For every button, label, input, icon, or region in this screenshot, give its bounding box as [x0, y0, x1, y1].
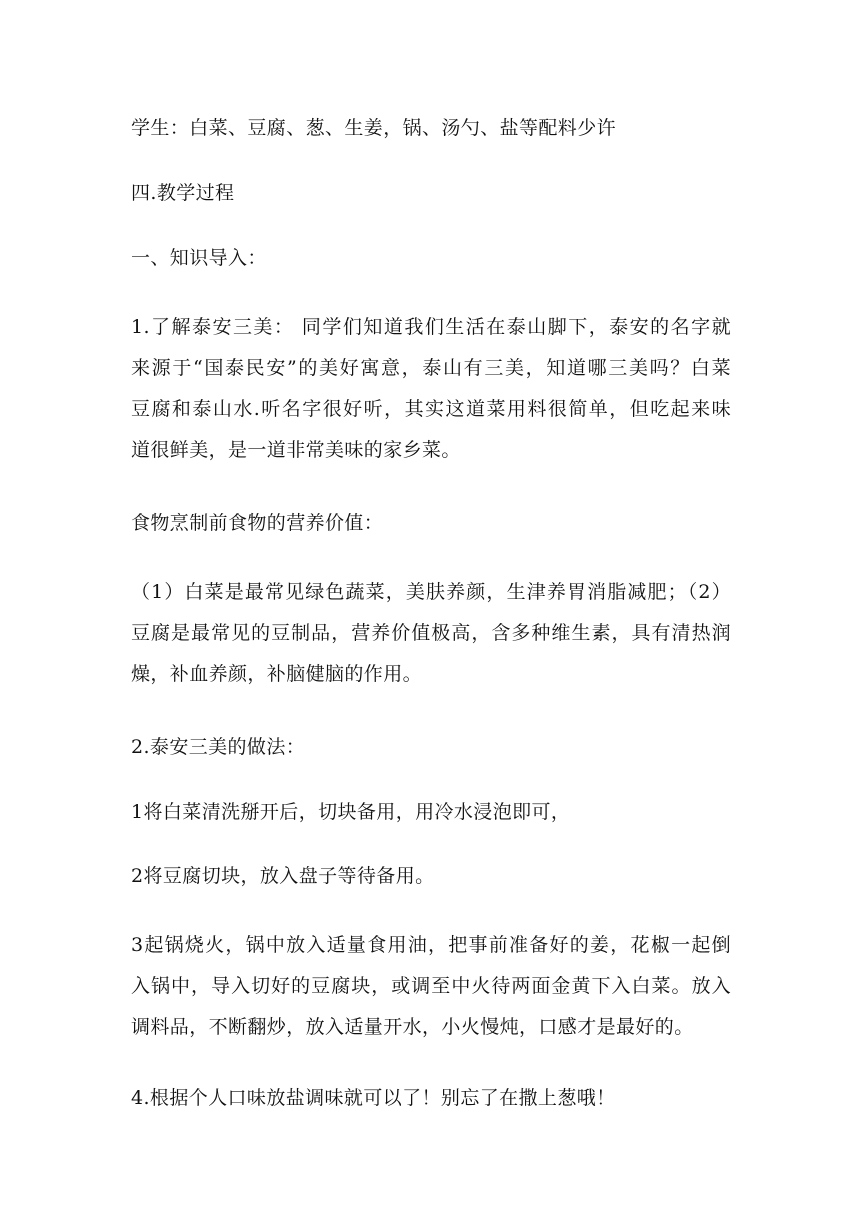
paragraph-line: （1）白菜是最常见绿色蔬菜，美肤养颜，生津养胃消脂减肥；（2） [131, 581, 731, 603]
subheading-nutrition: 食物烹制前食物的营养价值： [131, 512, 384, 534]
subheading-recipe-method: 2.泰安三美的做法： [131, 736, 306, 758]
recipe-step: 2将豆腐切块，放入盘子等待备用。 [131, 865, 435, 887]
recipe-step: 3起锅烧火，锅中放入适量食用油，把事前准备好的姜，花椒一起倒 [131, 934, 731, 956]
recipe-step: 1将白菜清洗掰开后，切块备用，用冷水浸泡即可， [131, 801, 571, 823]
paragraph-line: 1.了解泰安三美： 同学们知道我们生活在泰山脚下，泰安的名字就 [131, 316, 731, 338]
paragraph-line: 入锅中，导入切好的豆腐块，或调至中火待两面金黄下入白菜。放入 [131, 975, 731, 997]
section-heading-teaching-process: 四.教学过程 [131, 182, 235, 204]
paragraph-line: 燥，补血养颜，补脑健脑的作用。 [131, 663, 423, 685]
recipe-step: 4.根据个人口味放盐调味就可以了！别忘了在撒上葱哦！ [131, 1087, 616, 1109]
paragraph-line: 道很鲜美，是一道非常美味的家乡菜。 [131, 439, 461, 461]
paragraph-line: 豆腐和泰山水.听名字很好听，其实这道菜用料很简单，但吃起来味 [131, 398, 731, 420]
paragraph-line: 来源于“国泰民安”的美好寓意，泰山有三美，知道哪三美吗？白菜 [131, 357, 731, 379]
paragraph-line: 豆腐是最常见的豆制品，营养价值极高，含多种维生素，具有清热润 [131, 622, 731, 644]
paragraph-line: 调料品，不断翻炒，放入适量开水，小火慢炖，口感才是最好的。 [131, 1016, 694, 1038]
materials-line: 学生：白菜、豆腐、葱、生姜，锅、汤勺、盐等配料少许 [131, 117, 617, 139]
subheading-knowledge-intro: 一、知识导入： [131, 247, 267, 269]
